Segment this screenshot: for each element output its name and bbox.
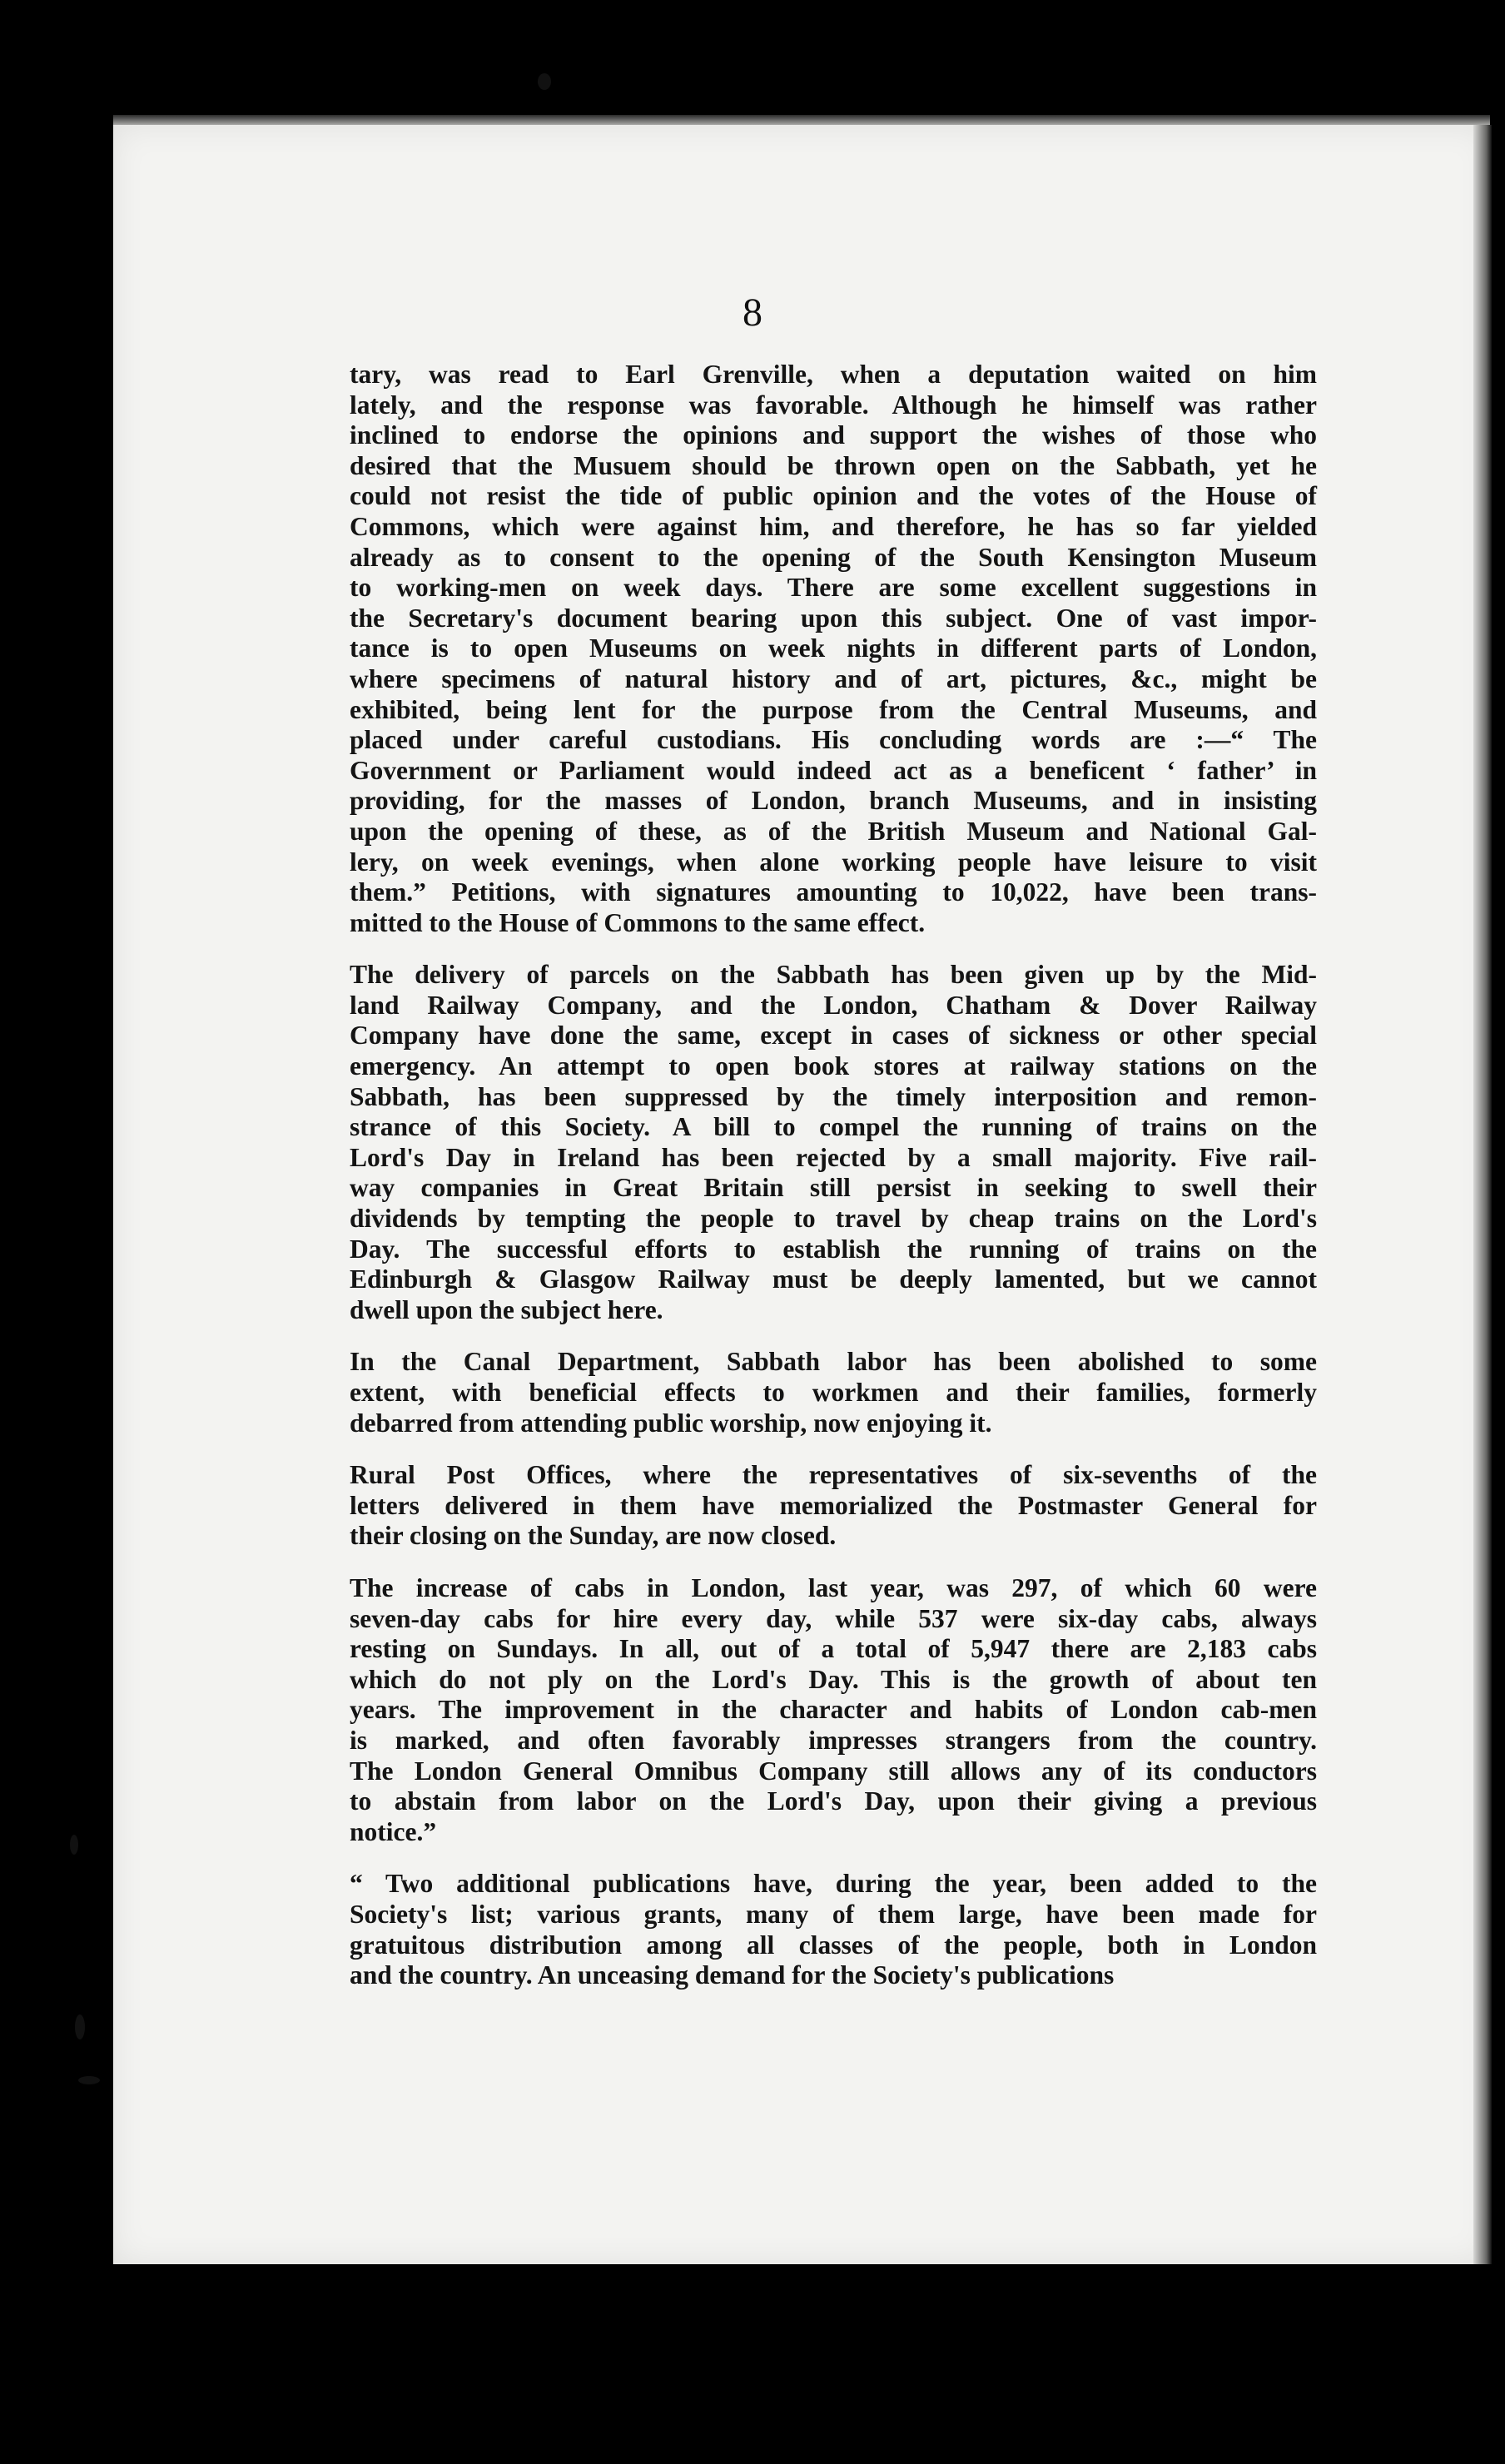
text-line: is marked, and often favorably impresses strangers from the country. — [350, 1725, 1317, 1755]
text-line: Lord's Day in Ireland has been rejected by a small majority. Five rail- — [350, 1142, 1317, 1172]
text-line: Rural Post Offices, where the representatives of six-sevenths of the — [350, 1460, 1317, 1490]
paragraph-gap — [350, 1847, 1317, 1869]
paragraph-gap — [350, 938, 1317, 960]
paragraph — [350, 1869, 1317, 1990]
text-line: already as to consent to the opening of the South Kensington Museum — [350, 542, 1317, 572]
text-line: resting on Sundays. In all, out of a total of 5,947 there are 2,183 cabs — [350, 1634, 1317, 1664]
text-line: The delivery of parcels on the Sabbath has been given up by the Mid- — [350, 960, 1317, 990]
paragraph — [350, 960, 1317, 1325]
text-line: lately, and the response was favorable. Although he himself was rather — [350, 390, 1317, 420]
text-line: exhibited, being lent for the purpose from the Central Museums, and — [350, 694, 1317, 724]
body-text — [350, 360, 1317, 1991]
text-line: dwell upon the subject here. — [350, 1294, 663, 1324]
text-line: extent, with beneficial effects to workmen and their families, formerly — [350, 1378, 1317, 1407]
text-line: way companies in Great Britain still persist in seeking to swell their — [350, 1173, 1317, 1203]
text-line: The increase of cabs in London, last year, was 297, of which 60 were — [350, 1572, 1317, 1602]
text-line: tary, was read to Earl Grenville, when a deputation waited on him — [350, 360, 1317, 389]
text-line: emergency. An attempt to open book stores at railway stations on the — [350, 1051, 1317, 1081]
paragraph — [350, 1573, 1317, 1847]
text-line: The London General Omnibus Company still allows any of its conductors — [350, 1756, 1317, 1786]
text-line: seven-day cabs for hire every day, while 537 were six-day cabs, always — [350, 1603, 1317, 1633]
scan-speck — [78, 2076, 100, 2084]
text-line: strance of this Society. A bill to compel the running of trains on the — [350, 1112, 1317, 1142]
paragraph-gap — [350, 1552, 1317, 1573]
text-line: to working-men on week days. There are some excellent suggestions in — [350, 573, 1317, 603]
text-line: gratuitous distribution among all classes of the people, both in London — [350, 1930, 1317, 1960]
paragraph — [350, 360, 1317, 938]
text-line: mitted to the House of Commons to the same effect. — [350, 907, 926, 937]
text-line: their closing on the Sunday, are now closed. — [350, 1521, 837, 1551]
text-line: could not resist the tide of public opinion and the votes of the House of — [350, 481, 1317, 511]
text-line: the Secretary's document bearing upon this subject. One of vast impor- — [350, 603, 1317, 633]
page-number: 8 — [743, 291, 762, 335]
text-line: tance is to open Museums on week nights in different parts of London, — [350, 633, 1317, 663]
text-line: Government or Parliament would indeed act as a beneficent ‘ father’ in — [350, 755, 1317, 785]
text-line: desired that the Musuem should be thrown open on the Sabbath, yet he — [350, 450, 1317, 480]
text-line: Society's list; various grants, many of them large, have been made for — [350, 1899, 1317, 1929]
text-line: debarred from attending public worship, now enjoying it. — [350, 1408, 992, 1438]
text-line: letters delivered in them have memorialized the Postmaster General for — [350, 1490, 1317, 1520]
text-line: years. The improvement in the character and habits of London cab-men — [350, 1695, 1317, 1725]
scan-speck — [75, 2014, 85, 2039]
text-line: “ Two additional publications have, during the year, been added to the — [350, 1869, 1317, 1899]
text-line: providing, for the masses of London, branch Museums, and in insisting — [350, 786, 1317, 816]
text-line: Day. The successful efforts to establish the running of trains on the — [350, 1234, 1317, 1264]
paragraph-gap — [350, 1438, 1317, 1460]
text-line: to abstain from labor on the Lord's Day, upon their giving a previous — [350, 1786, 1317, 1816]
paragraph — [350, 1347, 1317, 1438]
paragraph-gap — [350, 1325, 1317, 1347]
text-line: Company have done the same, except in cases of sickness or other special — [350, 1021, 1317, 1051]
text-line: Edinburgh & Glasgow Railway must be deeply lamented, but we cannot — [350, 1264, 1317, 1294]
scan-speck — [538, 73, 551, 90]
scan-speck — [70, 1835, 78, 1855]
text-line: where specimens of natural history and of art, pictures, &c., might be — [350, 663, 1317, 693]
page-right-edge — [1473, 125, 1492, 2264]
text-line: placed under careful custodians. His concluding words are :—“ The — [350, 725, 1317, 755]
paragraph — [350, 1460, 1317, 1552]
text-line: them.” Petitions, with signatures amounting to 10,022, have been trans- — [350, 877, 1317, 907]
text-line: Sabbath, has been suppressed by the timely interposition and remon- — [350, 1081, 1317, 1111]
text-line: inclined to endorse the opinions and support the wishes of those who — [350, 420, 1317, 450]
text-line: upon the opening of these, as of the British Museum and National Gal- — [350, 816, 1317, 846]
text-line: notice.” — [350, 1816, 437, 1846]
text-line: which do not ply on the Lord's Day. This is the growth of about ten — [350, 1664, 1317, 1694]
text-line: dividends by tempting the people to travel by cheap trains on the Lord's — [350, 1204, 1317, 1234]
text-line: Commons, which were against him, and therefore, he has so far yielded — [350, 511, 1317, 541]
text-line: lery, on week evenings, when alone working people have leisure to visit — [350, 847, 1317, 877]
text-line: In the Canal Department, Sabbath labor has been abolished to some — [350, 1347, 1317, 1377]
text-line: land Railway Company, and the London, Chatham & Dover Railway — [350, 990, 1317, 1020]
text-line: and the country. An unceasing demand for the Society's publications — [350, 1960, 1115, 1990]
